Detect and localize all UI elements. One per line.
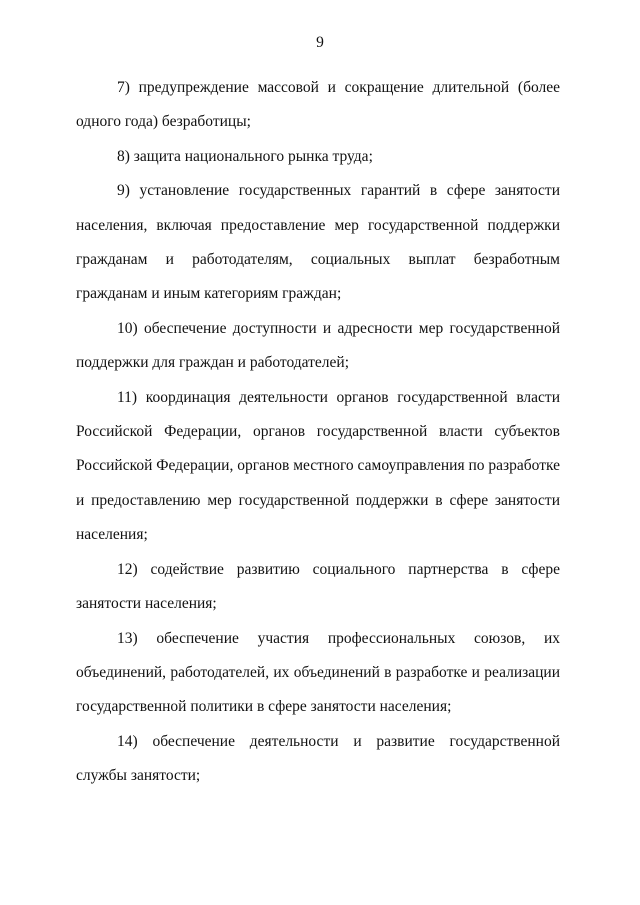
list-item-7: 7) предупреждение массовой и сокращение длительной (более одного года) безработицы;: [76, 79, 560, 131]
list-item-13: 13) обеспечение участия профессиональных союзов, их объединений, работодателей, их объединений в разработке и реализации государственной политики в сфере занятости населения;: [76, 629, 560, 716]
list-item-10: 10) обеспечение доступности и адресности мер государственной поддержки для граждан и работодателей;: [76, 319, 560, 372]
page-number: 9: [316, 34, 324, 51]
list-item-14: 14) обеспечение деятельности и развитие государственной службы занятости;: [76, 732, 560, 785]
list-item-12: 12) содействие развитию социального партнерства в сфере занятости населения;: [76, 560, 560, 613]
document-body: [76, 71, 560, 794]
list-item-11: 11) координация деятельности органов государственной власти Российской Федерации, органов государственной власти субъектов Российской Федерации, органов местного самоуправления по разработке и предоставлению мер государственной поддержки в сфере занятости населения;: [76, 388, 561, 544]
list-item-9: 9) установление государственных гарантий в сфере занятости населения, включая предоставление мер государственной поддержки гражданам и работодателям, социальных выплат безработным гражданам и иным категориям граждан;: [76, 182, 560, 303]
list-item-8: 8) защита национального рынка труда;: [117, 147, 373, 165]
